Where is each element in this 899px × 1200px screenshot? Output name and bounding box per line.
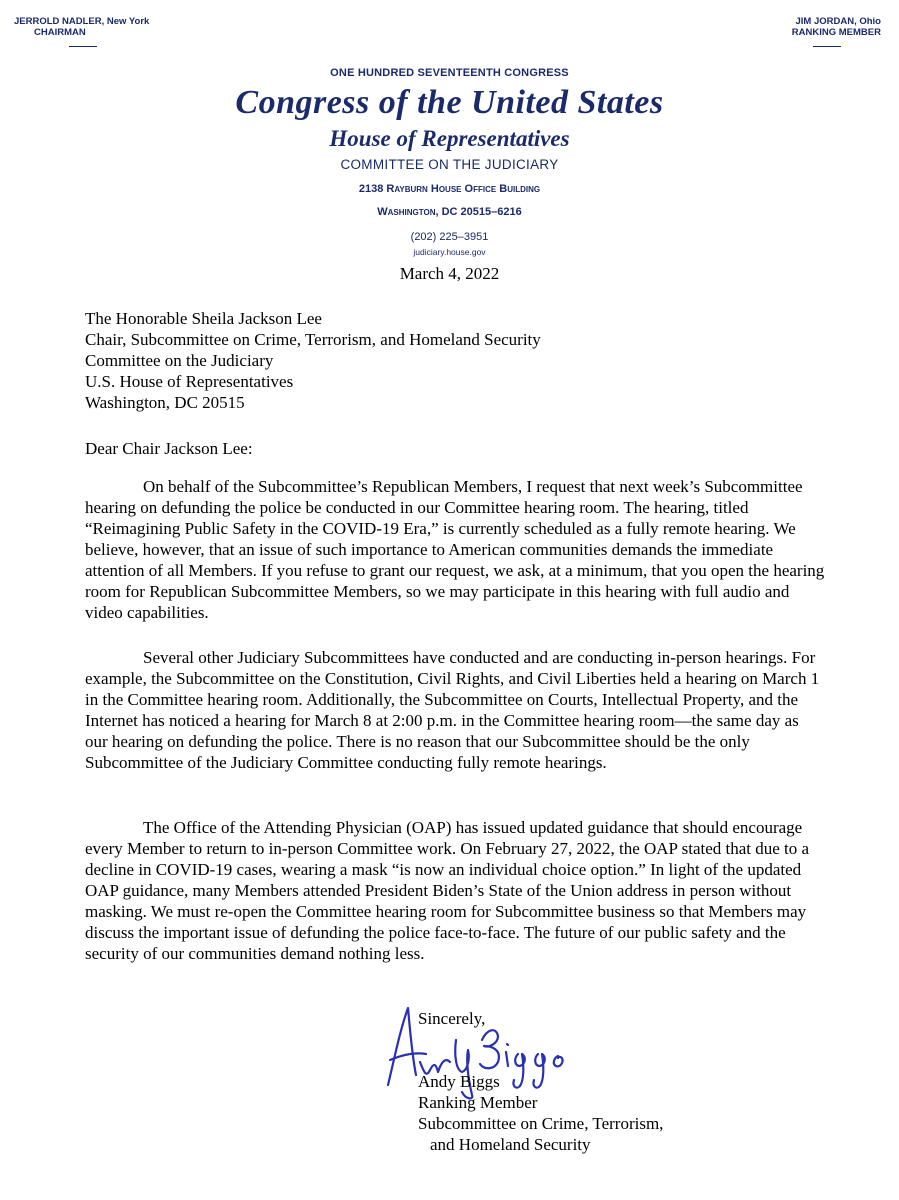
signer-title: Ranking Member: [418, 1093, 538, 1112]
chairman-divider: [69, 46, 97, 47]
committee-name: COMMITTEE ON THE JUDICIARY: [340, 157, 559, 172]
signer-committee: Subcommittee on Crime, Terrorism,: [418, 1114, 664, 1133]
congress-title: Congress of the United States: [235, 84, 664, 121]
recipient-line: Committee on the Judiciary: [85, 351, 274, 370]
office-city: Washington, DC 20515–6216: [377, 206, 522, 218]
office-website: judiciary.house.gov: [413, 247, 486, 257]
chairman-block: [14, 16, 149, 47]
recipient-line: Washington, DC 20515: [85, 393, 245, 412]
recipient-line: Chair, Subcommittee on Crime, Terrorism, and Homeland Security: [85, 330, 541, 349]
signature-block: [418, 1071, 663, 1155]
recipient-address: [85, 308, 825, 413]
body-paragraph: On behalf of the Subcommittee’s Republican Members, I request that next week’s Subcommittee hearing on defunding the police be conducted in our Committee hearing room. The hearing, titled “Reimagining Public Safety in the COVID-19 Era,” is currently scheduled as a fully remote hearing. We believe, however, that an issue of such importance to American communities demands the immediate attention of all Members. If you refuse to grant our request, we ask, at a minimum, that you open the hearing room for Republican Subcommittee Members, so we may participate in this hearing with full audio and video capabilities.: [85, 477, 825, 622]
chairman-name: JERROLD NADLER, New York: [14, 16, 150, 27]
recipient-line: The Honorable Sheila Jackson Lee: [85, 309, 322, 328]
body-paragraph: Several other Judiciary Subcommittees have conducted and are conducting in-person hearings. For example, the Subcommittee on the Constitution, Civil Rights, and Civil Liberties held a hearing on March 1 in the Committee hearing room. Additionally, the Subcommittee on Courts, Intellectual Property, and the Internet has noticed a hearing for March 8 at 2:00 p.m. in the Committee hearing room—the same day as our hearing on defunding the police. There is no reason that our Subcommittee should be the only Subcommittee of the Judiciary Committee conducting fully remote hearings.: [85, 648, 820, 772]
body-paragraph: The Office of the Attending Physician (OAP) has issued updated guidance that should encourage every Member to return to in-person Committee work. On February 27, 2022, the OAP stated that due to a decline in COVID-19 cases, wearing a mask “is now an individual choice option.” In light of the updated OAP guidance, many Members attended President Biden’s State of the Union address in person without masking. We must re-open the Committee hearing room for Subcommittee business so that Members may discuss the important issue of defunding the police face-to-face. The future of our public safety and the security of our communities demand nothing less.: [85, 818, 810, 963]
office-phone: (202) 225–3951: [410, 231, 489, 243]
ranking-member-block: [792, 16, 881, 47]
ranking-member-divider: [813, 46, 841, 47]
ranking-member-name: JIM JORDAN, Ohio: [795, 16, 881, 27]
recipient-line: U.S. House of Representatives: [85, 372, 294, 391]
congress-number: ONE HUNDRED SEVENTEENTH CONGRESS: [330, 67, 569, 79]
ranking-member-role: RANKING MEMBER: [791, 27, 881, 38]
chairman-role: CHAIRMAN: [34, 27, 86, 38]
letter-date: March 4, 2022: [399, 264, 500, 283]
closing: Sincerely,: [418, 1009, 486, 1028]
salutation: Dear Chair Jackson Lee:: [85, 439, 253, 458]
signer-name: Andy Biggs: [418, 1072, 500, 1091]
office-address: 2138 Rayburn House Office Building: [358, 183, 541, 195]
house-title: House of Representatives: [329, 126, 570, 151]
signer-committee-continued: and Homeland Security: [430, 1135, 591, 1154]
